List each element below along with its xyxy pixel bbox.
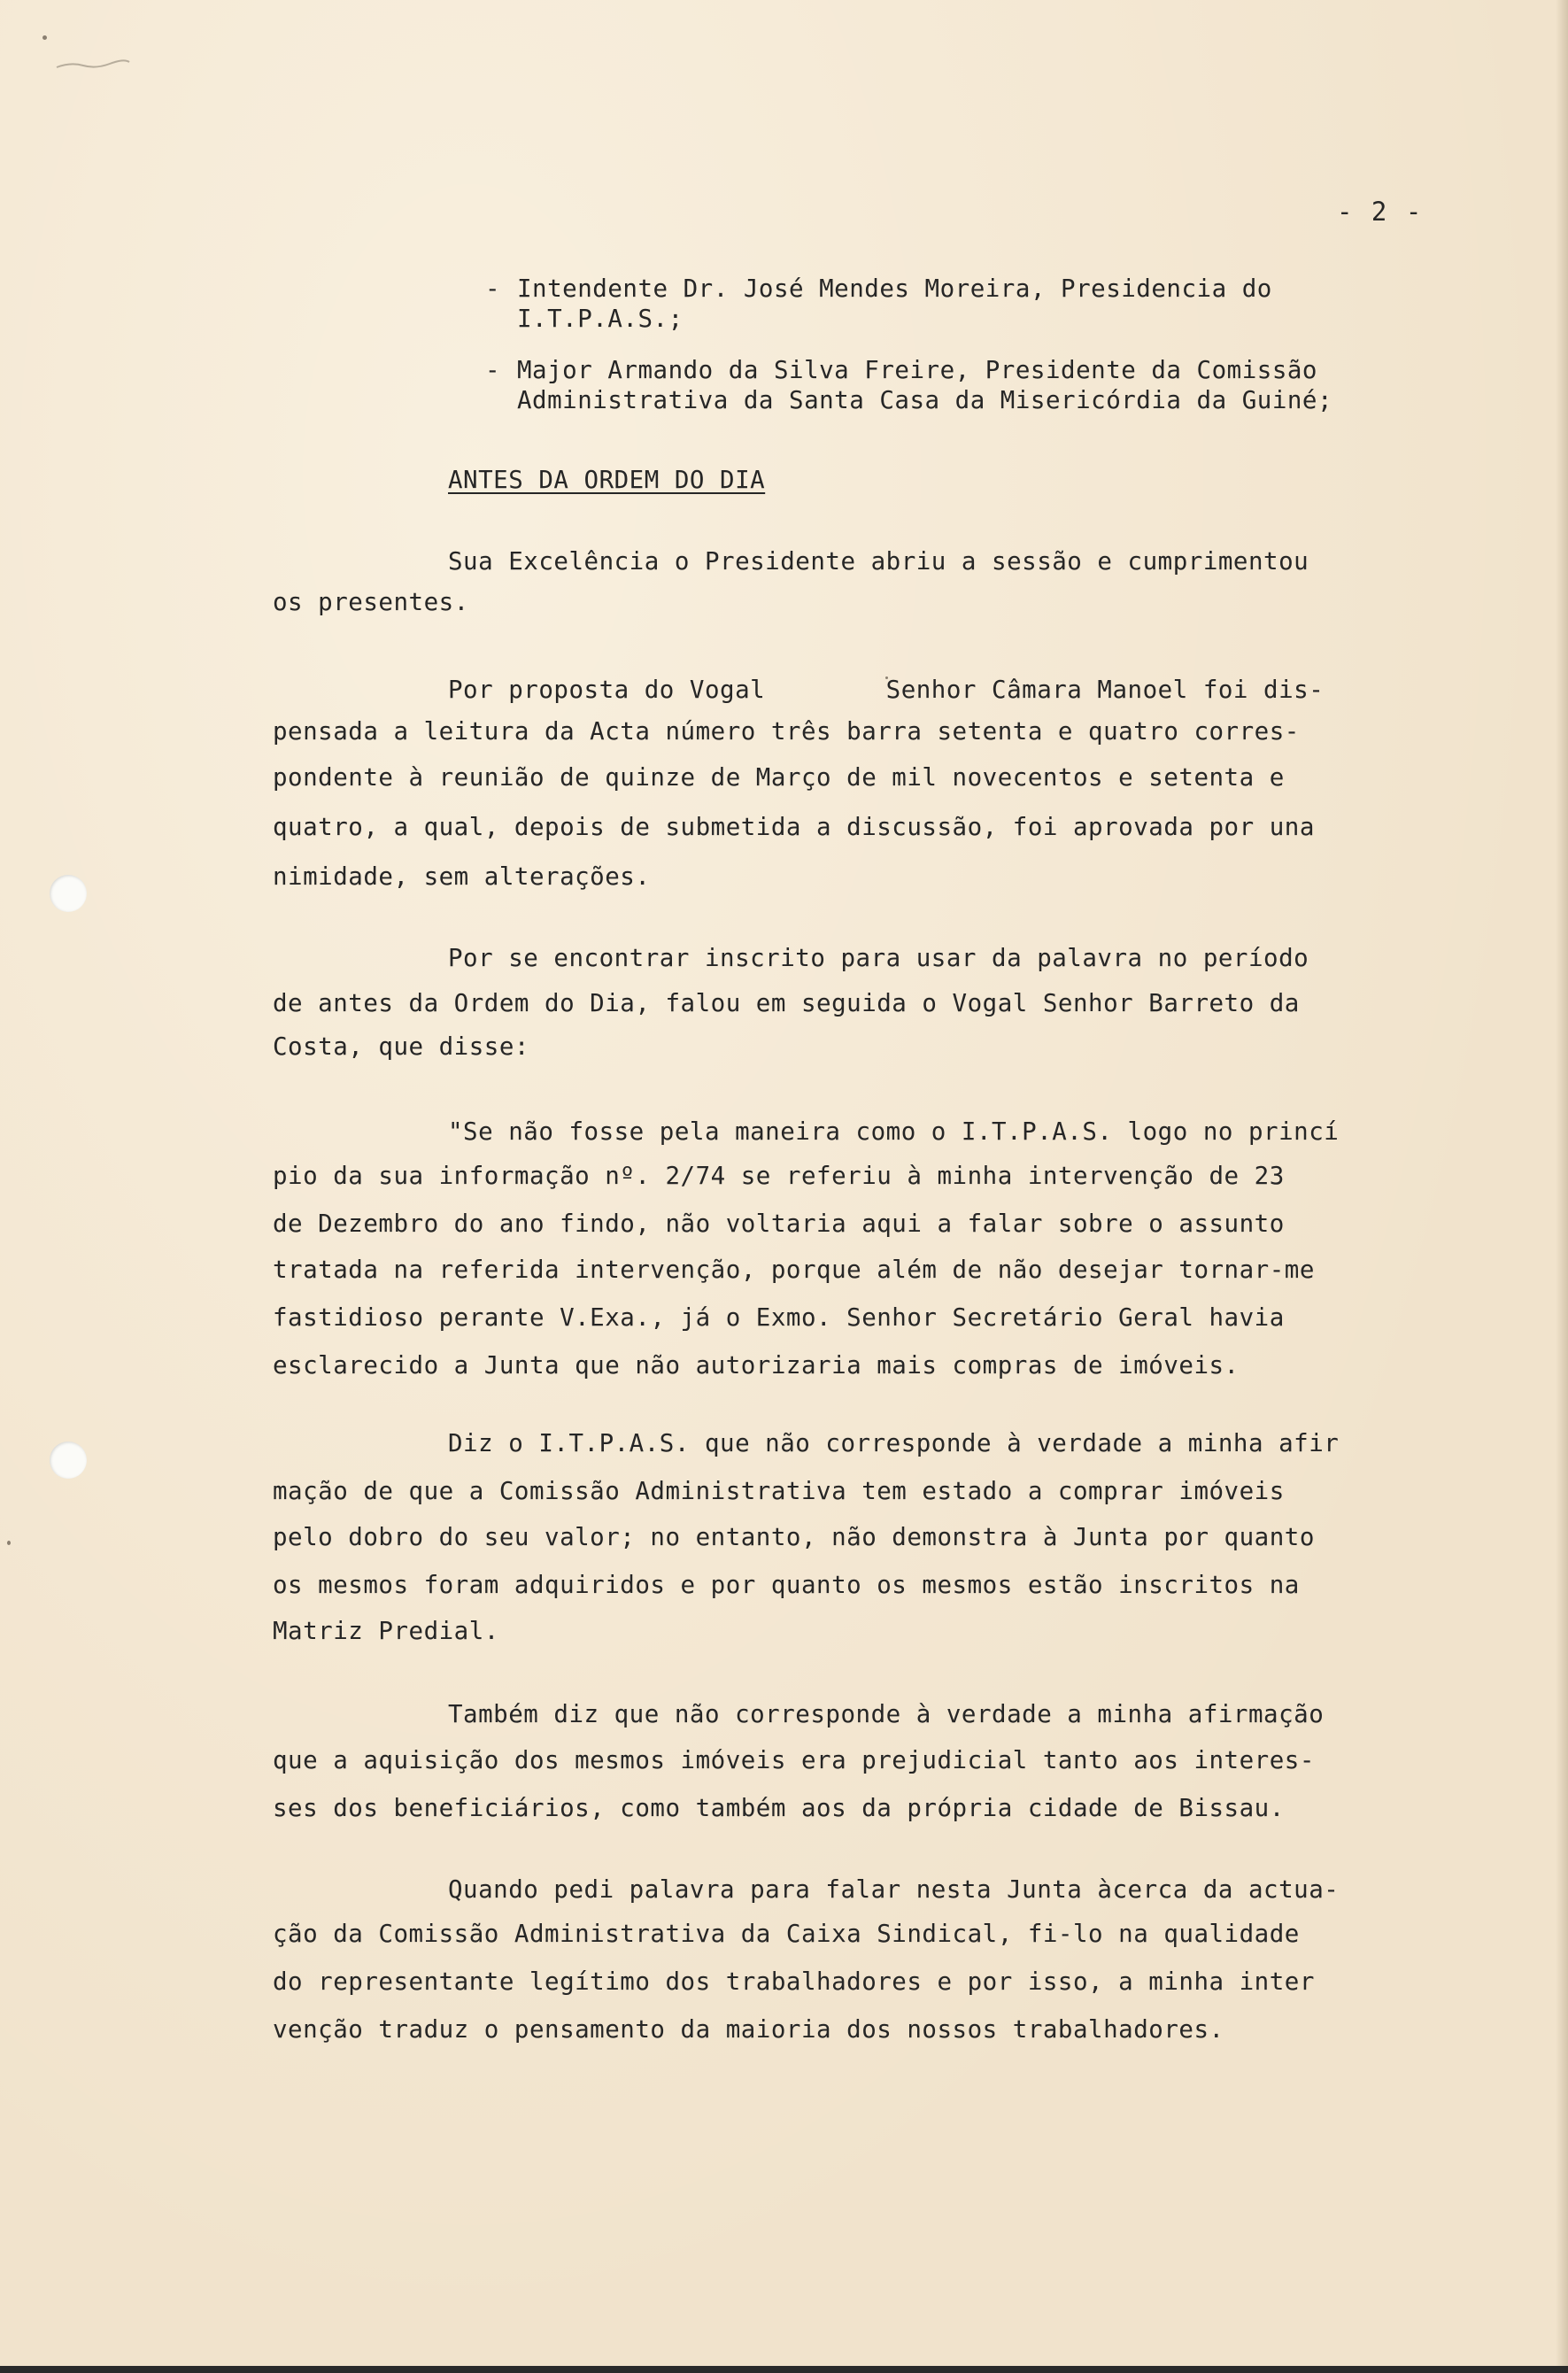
paragraph-line: do representante legítimo dos trabalhadores e por isso, a minha inter [273,1967,1315,1996]
paragraph-line: fastidioso perante V.Exa., já o Exmo. Senhor Secretário Geral havia [273,1303,1285,1332]
attendee-line: I.T.P.A.S.; [517,305,684,333]
scan-border [0,2366,1568,2373]
paragraph-line: pensada a leitura da Acta número três barra setenta e quatro corres- [273,717,1300,746]
page-edge-shadow [1556,0,1568,2366]
punch-hole-upper [50,875,87,912]
paragraph-line: Matriz Predial. [273,1617,499,1645]
paragraph-line: esclarecido a Junta que não autorizaria mais compras de imóveis. [273,1351,1240,1380]
paragraph-line: pondente à reunião de quinze de Março de mil novecentos e setenta e [273,763,1285,792]
paragraph-line: que a aquisição dos mesmos imóveis era prejudicial tanto aos interes- [273,1746,1315,1774]
list-dash: - [485,274,501,303]
paragraph-line: nimidade, sem alterações. [273,862,651,891]
attendee-line: Administrativa da Santa Casa da Misericórdia da Guiné; [517,386,1333,414]
paragraph-line: de Dezembro do ano findo, não voltaria aqui a falar sobre o assunto [273,1210,1285,1238]
paragraph-line: Quando pedi palavra para falar nesta Junta àcerca da actua- [448,1875,1340,1904]
paragraph-line: os presentes. [273,588,469,616]
section-heading: ANTES DA ORDEM DO DIA [448,466,766,494]
paragraph-line: ses dos beneficiários, como também aos da própria cidade de Bissau. [273,1794,1285,1822]
attendee-line: Intendente Dr. José Mendes Moreira, Presidencia do [517,274,1272,303]
paragraph-line: "Se não fosse pela maneira como o I.T.P.A.S. logo no princí [448,1117,1340,1146]
paragraph-line: mação de que a Comissão Administrativa tem estado a comprar imóveis [273,1477,1285,1505]
paragraph-line: quatro, a qual, depois de submetida a discussão, foi aprovada por una [273,813,1315,841]
paragraph-line: Também diz que não corresponde à verdade a minha afirmação [448,1700,1325,1728]
paragraph-line: pio da sua informação nº. 2/74 se referiu à minha intervenção de 23 [273,1162,1285,1190]
paper-speck [42,35,47,40]
paragraph-line: pelo dobro do seu valor; no entanto, não demonstra à Junta por quanto [273,1523,1315,1551]
paragraph-line: tratada na referida intervenção, porque além de não desejar tornar-me [273,1256,1315,1284]
paragraph-line: Diz o I.T.P.A.S. que não corresponde à verdade a minha afir [448,1429,1340,1457]
list-dash: - [485,356,501,384]
attendee-line: Major Armando da Silva Freire, Presidente da Comissão [517,356,1317,384]
punch-hole-lower [50,1442,87,1479]
paragraph-line: venção traduz o pensamento da maioria dos nossos trabalhadores. [273,2015,1224,2044]
paragraph-line: ção da Comissão Administrativa da Caixa Sindical, fi-lo na qualidade [273,1920,1300,1948]
paragraph-line: Costa, que disse: [273,1032,529,1061]
paragraph-line: Por se encontrar inscrito para usar da palavra no período [448,944,1309,972]
paragraph-line: Por proposta do Vogal Senhor Câmara Manoel foi dis- [448,676,1325,704]
paragraph-line: Sua Excelência o Presidente abriu a sessão e cumprimentou [448,547,1309,576]
paragraph-line: de antes da Ordem do Dia, falou em seguida o Vogal Senhor Barreto da [273,989,1300,1017]
paragraph-line: os mesmos foram adquiridos e por quanto os mesmos estão inscritos na [273,1571,1300,1599]
paper-speck [7,1541,11,1545]
page-number: - 2 - [1337,197,1424,227]
faded-mark [53,57,133,73]
